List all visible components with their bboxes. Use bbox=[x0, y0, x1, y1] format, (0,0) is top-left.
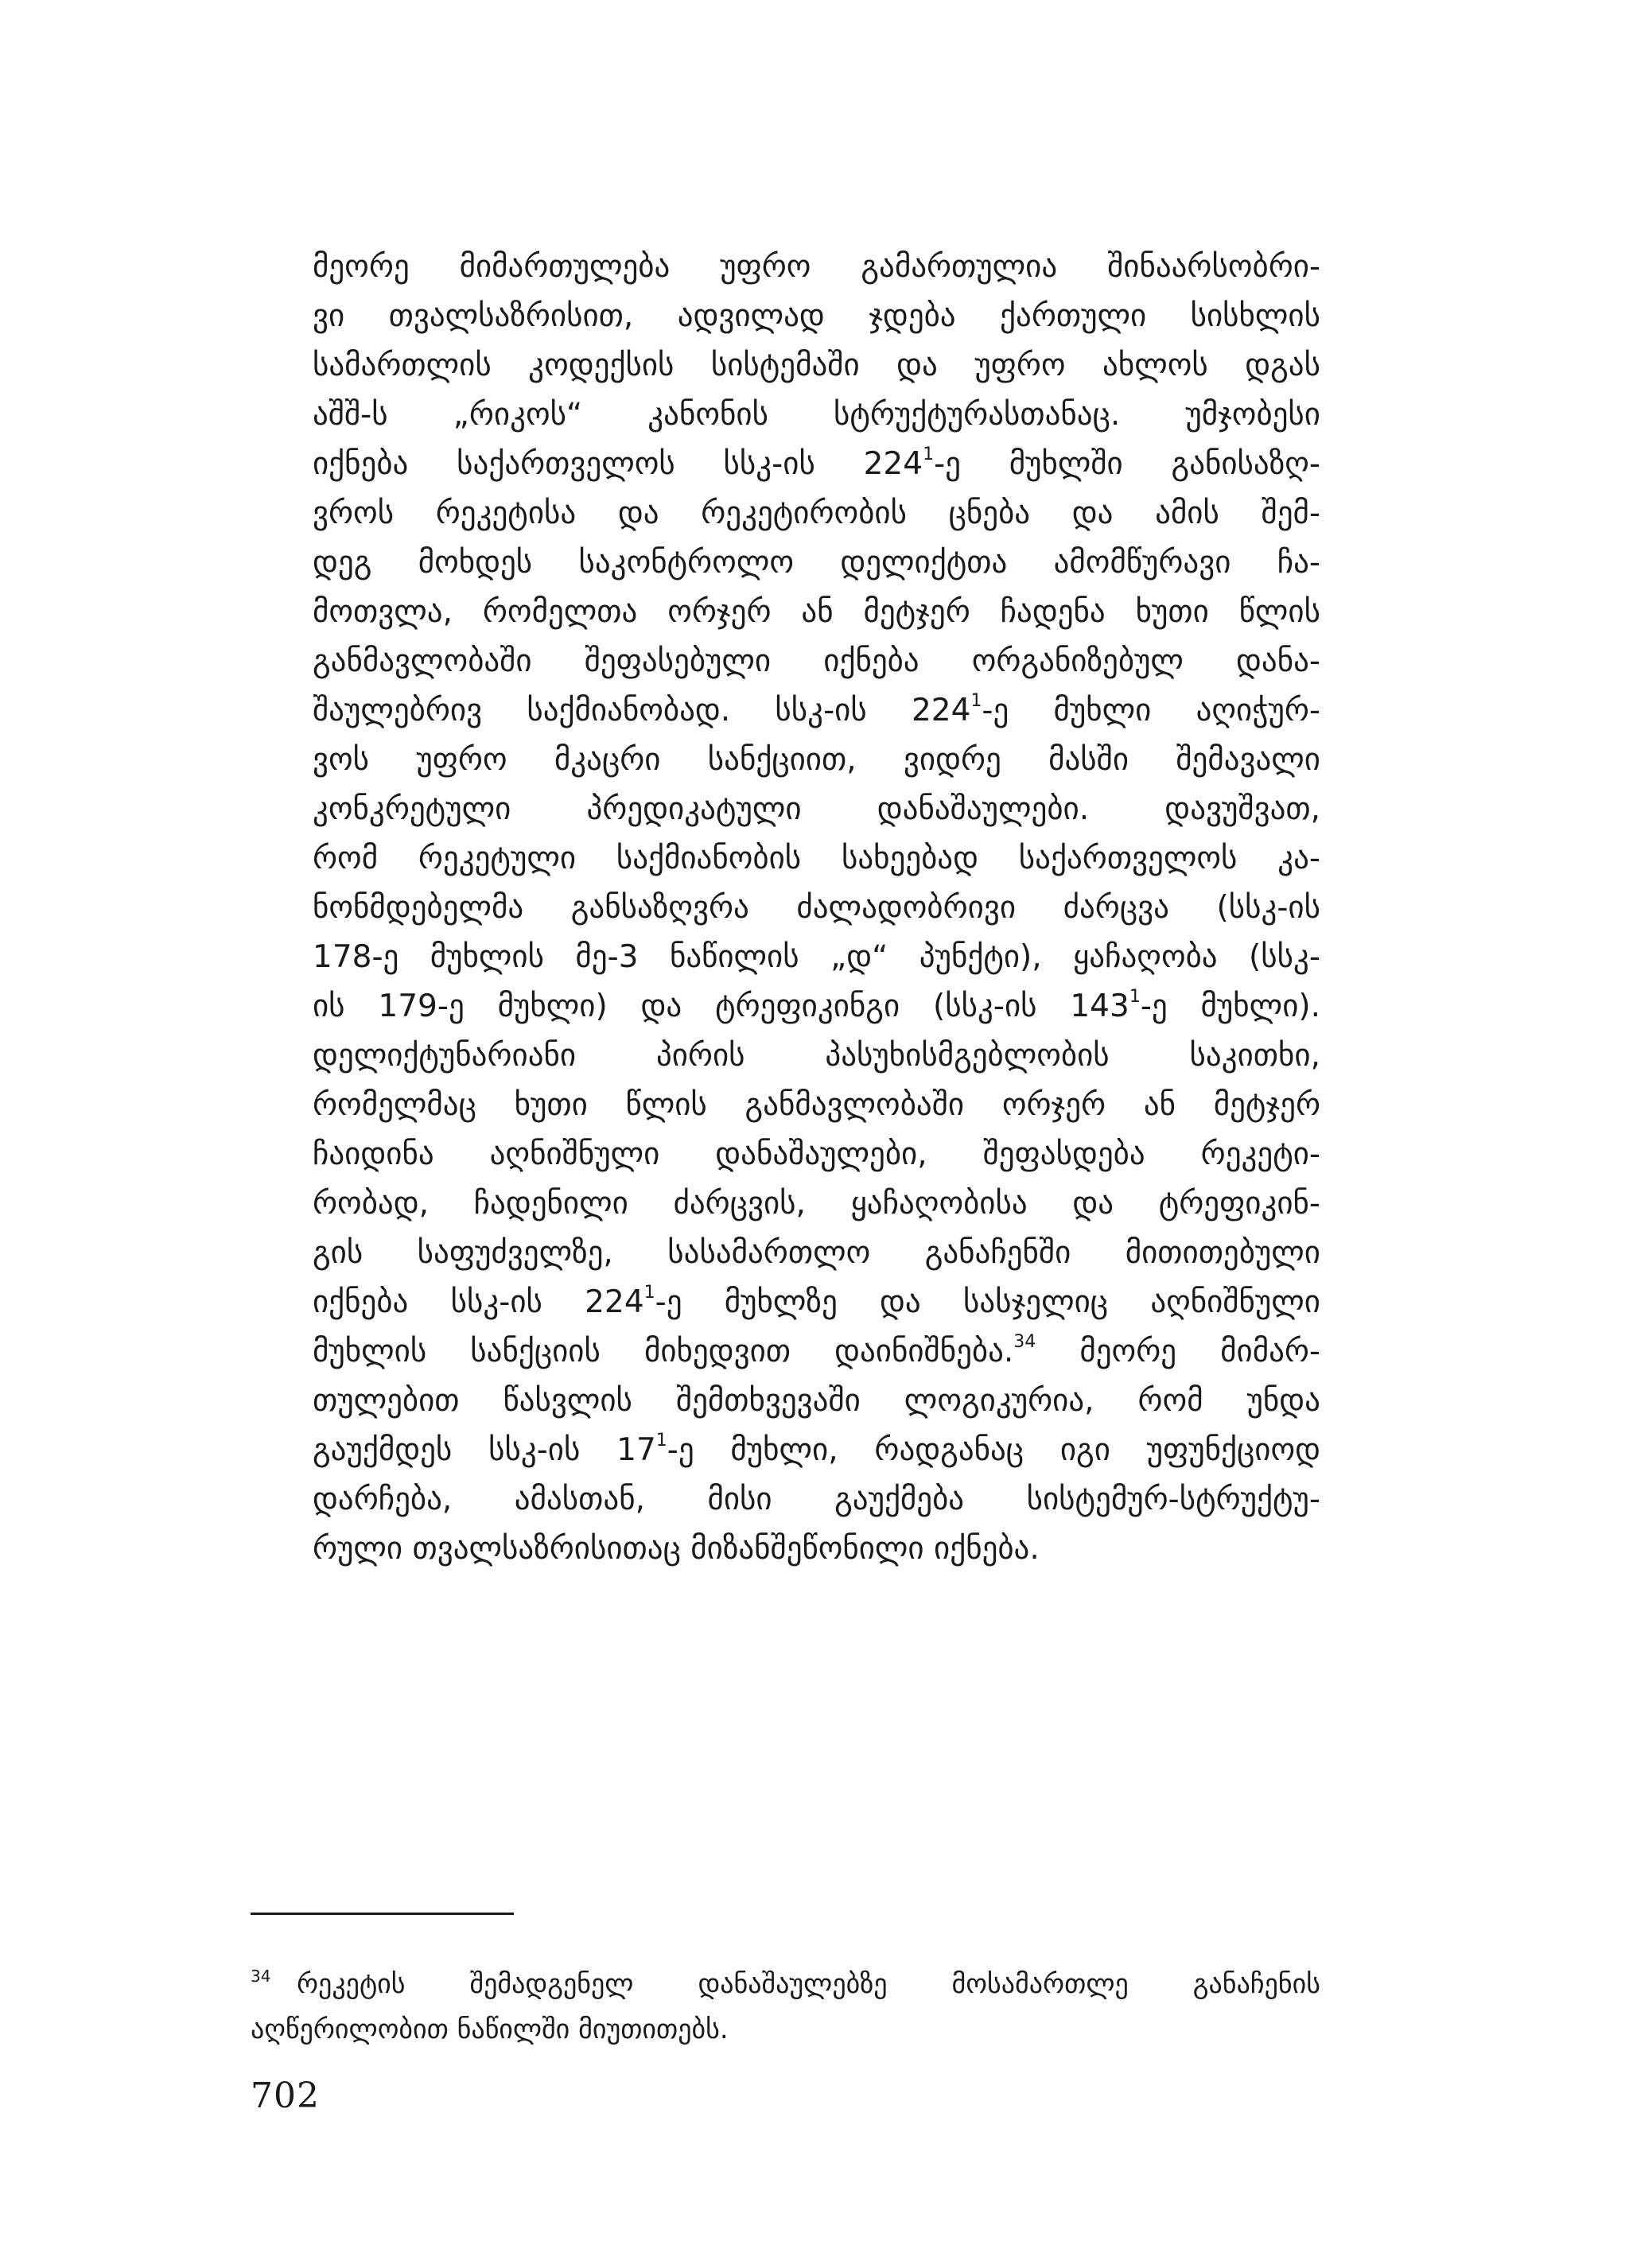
footnote-separator bbox=[251, 1913, 514, 1915]
line-text: იქნება საქართველოს სსკ-ის 224 bbox=[313, 446, 923, 482]
line-text: იქნება სსკ-ის 224 bbox=[313, 1284, 644, 1320]
footnote bbox=[251, 1962, 1320, 2052]
paragraph-line bbox=[313, 686, 1320, 736]
body-paragraph bbox=[313, 243, 1320, 1574]
line-text: -ე მუხლი). bbox=[1140, 988, 1320, 1024]
paragraph-line: აშშ-ს „რიკოს“ კანონის სტრუქტურასთანაც. უმჯობესი bbox=[313, 397, 1320, 433]
line-text: გაუქმდეს სსკ-ის 17 bbox=[313, 1432, 656, 1468]
footnote-line-2: აღწერილობით ნაწილში მიუთითებს. bbox=[251, 2014, 729, 2045]
paragraph-line: ვი თვალსაზრისით, ადვილად ჯდება ქართული სისხლის bbox=[313, 298, 1320, 334]
line-text: მეორე მიმარ- bbox=[1036, 1334, 1320, 1369]
paragraph-line: რომელმაც ხუთი წლის განმავლობაში ორჯერ ან მეტჯერ bbox=[313, 1087, 1320, 1123]
footnote-line-1 bbox=[251, 1962, 1320, 2007]
line-text: -ე მუხლი აღიჭურ- bbox=[982, 693, 1320, 728]
paragraph-line: სამართლის კოდექსის სისტემაში და უფრო ახლოს დგას bbox=[313, 348, 1320, 383]
paragraph-line: დარჩება, ამასთან, მისი გაუქმება სისტემურ-სტრუქტუ- bbox=[313, 1482, 1320, 1517]
line-text: -ე მუხლში განისაზღ- bbox=[934, 446, 1320, 482]
paragraph-line bbox=[313, 440, 1320, 489]
page-number: 702 bbox=[251, 2076, 320, 2116]
paragraph-line bbox=[313, 1327, 1320, 1377]
paragraph-line: მოთვლა, რომელთა ორჯერ ან მეტჯერ ჩადენა ხუთი წლის bbox=[313, 594, 1320, 630]
line-text: -ე მუხლი, რადგანაც იგი უფუნქციოდ bbox=[667, 1432, 1321, 1468]
paragraph-line: ვოს უფრო მკაცრი სანქციით, ვიდრე მასში შემავალი bbox=[313, 742, 1320, 778]
paragraph-line: მეორე მიმართულება უფრო გამართულია შინაარსობრი- bbox=[313, 249, 1320, 285]
paragraph-line: კონკრეტული პრედიკატული დანაშაულები. დავუშვათ, bbox=[313, 791, 1320, 827]
line-text: ის 179-ე მუხლი) და ტრეფიკინგი (სსკ-ის 143 bbox=[313, 988, 1129, 1024]
footnote-number: 34 bbox=[251, 1967, 271, 1986]
paragraph-line: რობად, ჩადენილი ძარცვის, ყაჩაღობისა და ტრეფიკინ- bbox=[313, 1186, 1320, 1221]
superscript: 1 bbox=[655, 1431, 667, 1451]
line-text: შაულებრივ საქმიანობად. სსკ-ის 224 bbox=[313, 693, 971, 728]
paragraph-line bbox=[313, 982, 1320, 1031]
superscript: 1 bbox=[1129, 987, 1141, 1007]
superscript: 1 bbox=[643, 1283, 655, 1303]
paragraph-line: ჩაიდინა აღნიშნული დანაშაულები, შეფასდება რეკეტი- bbox=[313, 1136, 1320, 1172]
paragraph-line: ნონმდებელმა განსაზღვრა ძალადობრივი ძარცვა (სსკ-ის bbox=[313, 890, 1320, 926]
paragraph-line: ვროს რეკეტისა და რეკეტირობის ცნება და ამის შემ- bbox=[313, 495, 1320, 531]
paragraph-line bbox=[313, 1278, 1320, 1327]
paragraph-line: დელიქტუნარიანი პირის პასუხისმგებლობის საკითხი, bbox=[313, 1038, 1320, 1074]
paragraph-line: რული თვალსაზრისითაც მიზანშეწონილი იქნება. bbox=[313, 1531, 1040, 1567]
line-text: მუხლის სანქციის მიხედვით დაინიშნება. bbox=[313, 1334, 1014, 1369]
superscript: 1 bbox=[923, 445, 935, 464]
paragraph-line: თულებით წასვლის შემთხვევაში ლოგიკურია, რომ უნდა bbox=[313, 1383, 1320, 1419]
footnote-text-1: რეკეტის შემადგენელ დანაშაულებზე მოსამართლე განაჩენის bbox=[297, 1968, 1320, 2000]
paragraph-line: გის საფუძველზე, სასამართლო განაჩენში მითითებული bbox=[313, 1235, 1320, 1271]
paragraph-line: რომ რეკეტული საქმიანობის სახეებად საქართველოს კა- bbox=[313, 841, 1320, 876]
paragraph-line bbox=[313, 1426, 1320, 1475]
superscript: 34 bbox=[1013, 1332, 1036, 1352]
paragraph-line: განმავლობაში შეფასებული იქნება ორგანიზებულ დანა- bbox=[313, 643, 1320, 679]
superscript: 1 bbox=[970, 691, 982, 711]
paragraph-line: დეგ მოხდეს საკონტროლო დელიქტთა ამომწურავი ჩა- bbox=[313, 545, 1320, 581]
paragraph-line: 178-ე მუხლის მე-3 ნაწილის „დ“ პუნქტი), ყაჩაღობა (სსკ- bbox=[313, 939, 1320, 975]
line-text: -ე მუხლზე და სასჯელიც აღნიშნული bbox=[655, 1284, 1320, 1320]
